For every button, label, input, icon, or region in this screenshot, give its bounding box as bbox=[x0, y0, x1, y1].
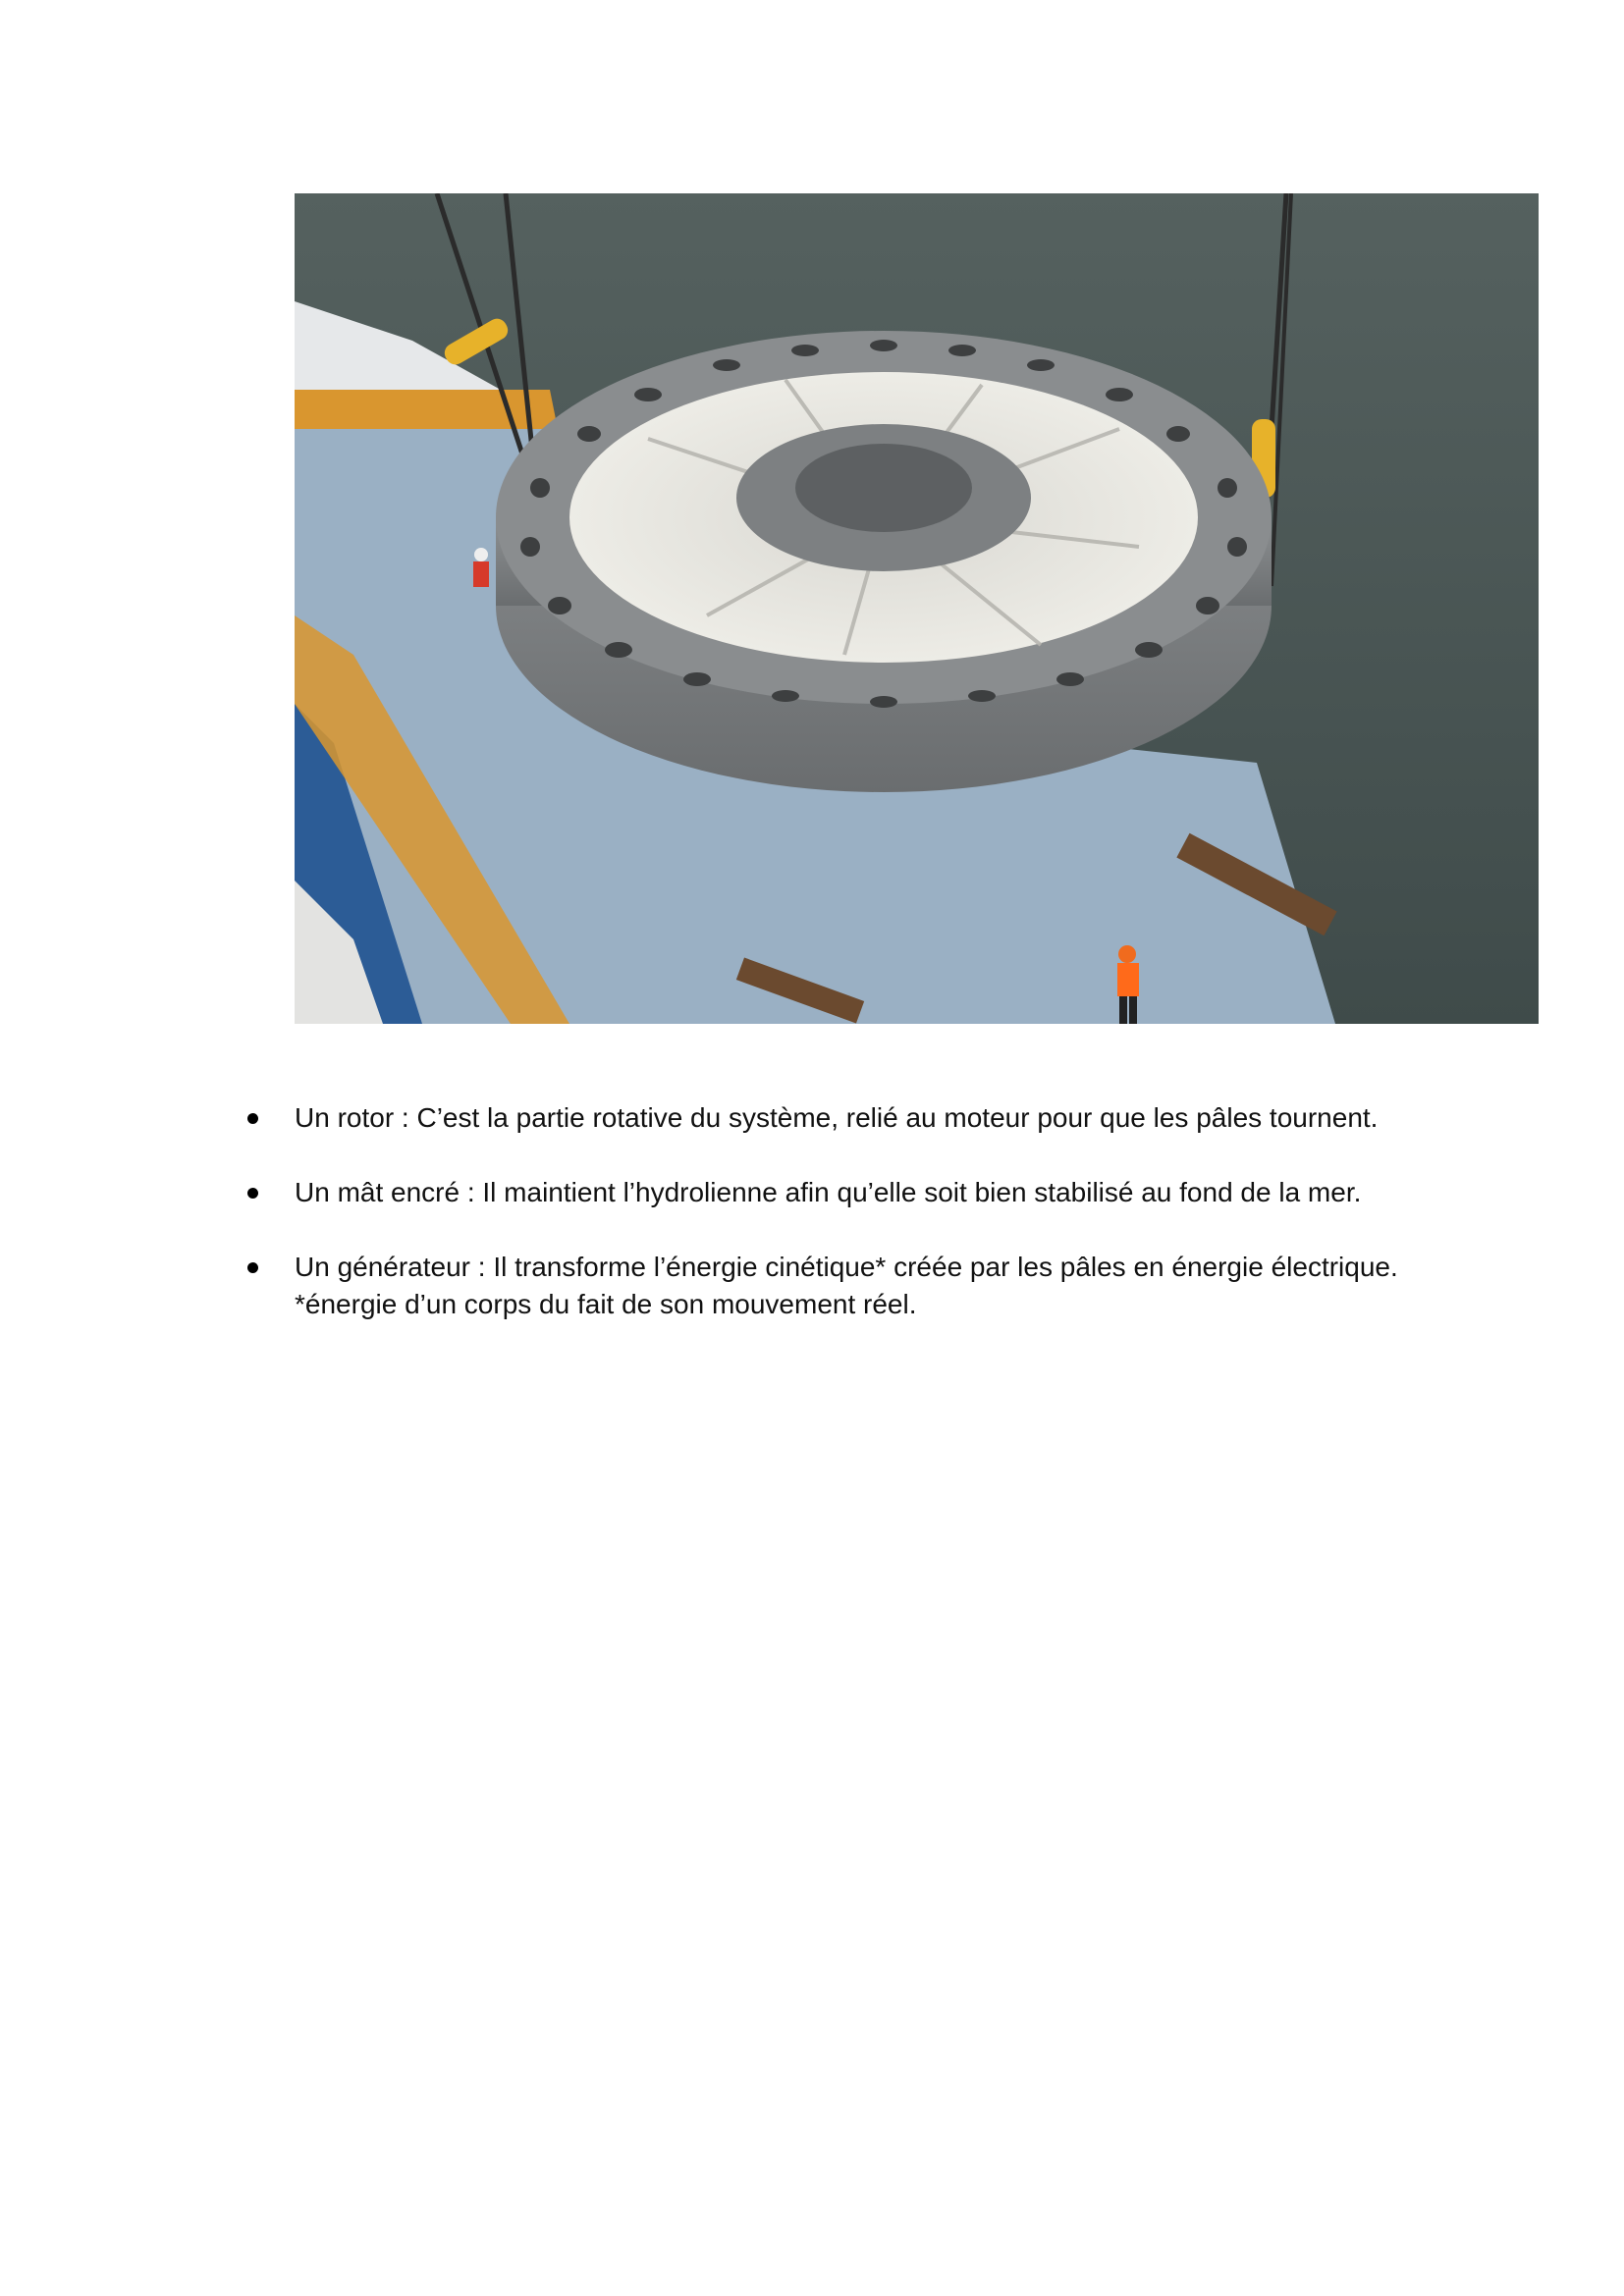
list-item-rotor bbox=[244, 1099, 1471, 1137]
list-item-mat bbox=[244, 1174, 1471, 1211]
turbine-rotor-photo bbox=[295, 193, 1539, 1024]
bullet-dot bbox=[247, 1262, 258, 1273]
generateur-text: Un générateur : Il transforme l’énergie cinétique* créée par les pâles en énergie électrique. bbox=[295, 1252, 1398, 1282]
list-item-generateur bbox=[244, 1249, 1471, 1323]
footnote-text: *énergie d’un corps du fait de son mouvement réel. bbox=[295, 1289, 917, 1319]
bullet-dot bbox=[247, 1113, 258, 1124]
bullet-dot bbox=[247, 1188, 258, 1199]
component-list bbox=[244, 1099, 1471, 1361]
rotor-text: Un rotor : C’est la partie rotative du système, relié au moteur pour que les pâles tournent. bbox=[295, 1102, 1379, 1133]
turbine-rotor-illustration bbox=[295, 193, 1539, 1024]
worker-near-ship bbox=[473, 548, 489, 587]
mat-text: Un mât encré : Il maintient l’hydrolienne afin qu’elle soit bien stabilisé au fond de la mer. bbox=[295, 1177, 1362, 1207]
